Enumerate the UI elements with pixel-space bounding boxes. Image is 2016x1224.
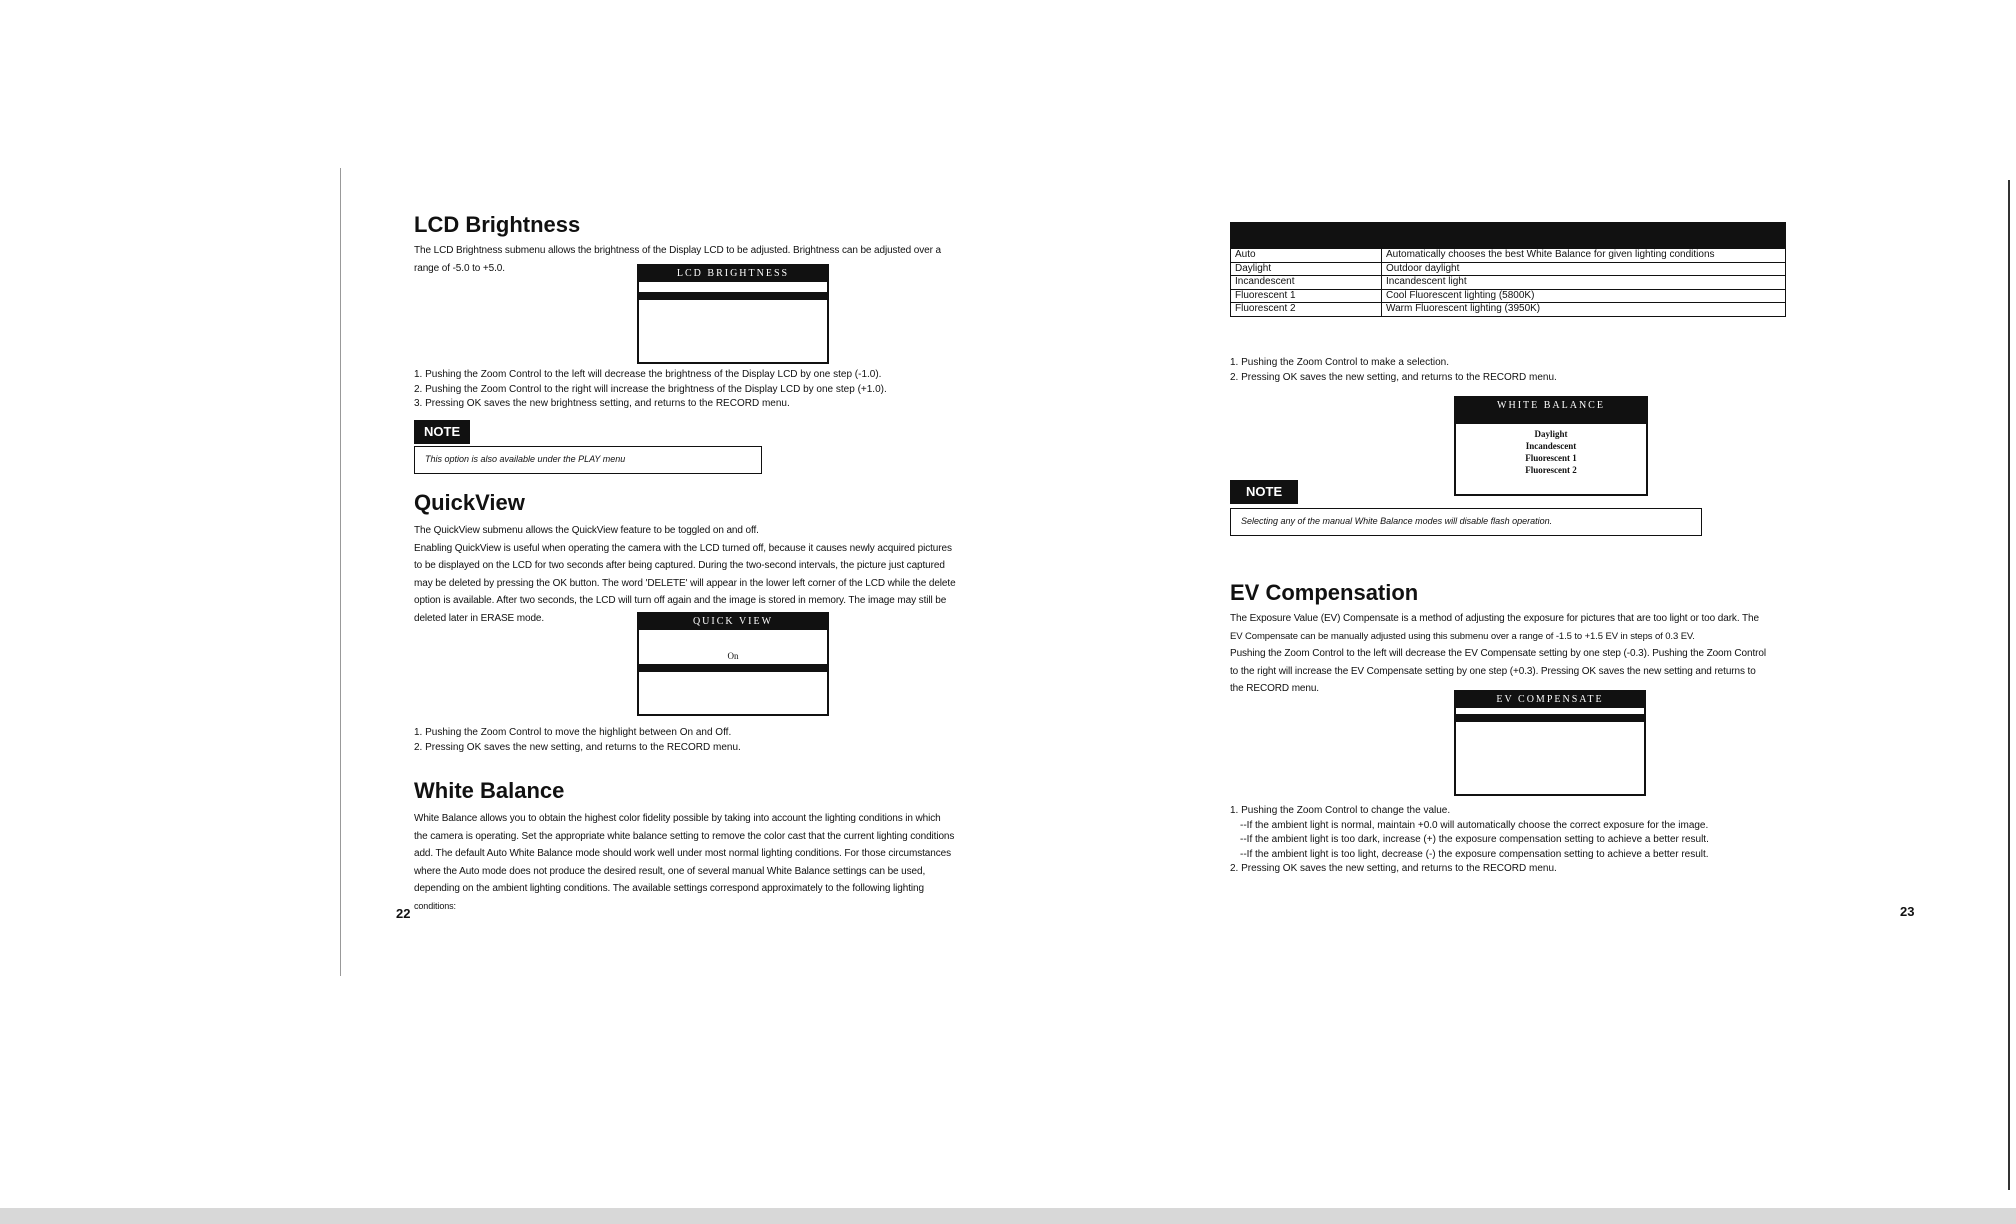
step-item: 1. Pushing the Zoom Control to move the highlight between On and Off. bbox=[414, 727, 732, 738]
table-cell-mode: Auto bbox=[1231, 249, 1382, 263]
menu-highlight-bar bbox=[1456, 414, 1646, 424]
white-balance-title: White Balance bbox=[414, 778, 565, 803]
step-item: 2. Pressing OK saves the new setting, and returns to the RECORD menu. bbox=[1230, 863, 1557, 874]
text-line: the RECORD menu. bbox=[1230, 683, 1319, 694]
step-item: 1. Pushing the Zoom Control to make a selection. bbox=[1230, 357, 1450, 368]
menu-item: Incandescent bbox=[1525, 441, 1577, 451]
step-item: 3. Pressing OK saves the new brightness setting, and returns to the RECORD menu. bbox=[414, 398, 790, 409]
table-cell-desc: Cool Fluorescent lighting (5800K) bbox=[1382, 289, 1786, 303]
text-line: The Exposure Value (EV) Compensate is a method of adjusting the exposure for pictures that are too light or too dark. The bbox=[1230, 613, 1759, 624]
text-line: range of -5.0 to +5.0. bbox=[414, 262, 505, 274]
white-balance-table-header bbox=[1230, 222, 1786, 248]
table-cell-mode: Fluorescent 2 bbox=[1231, 303, 1382, 317]
menu-item: Fluorescent 1 bbox=[1525, 453, 1577, 463]
table-cell-desc: Automatically chooses the best White Balance for given lighting conditions bbox=[1382, 249, 1786, 263]
text-line: Pushing the Zoom Control to the left will decrease the EV Compensate setting by one step (-0.3). Pushing the Zoom Control bbox=[1230, 648, 1766, 659]
table-row bbox=[1231, 289, 1786, 303]
ev-compensation-paragraph bbox=[1230, 610, 1910, 698]
white-balance-paragraph bbox=[414, 810, 1094, 915]
text-line: deleted later in ERASE mode. bbox=[414, 612, 545, 624]
table-cell-mode: Fluorescent 1 bbox=[1231, 289, 1382, 303]
text-line: EV Compensate can be manually adjusted using this submenu over a range of -1.5 to +1.5 EV in steps of 0.3 EV. bbox=[1230, 630, 1695, 642]
note-label: NOTE bbox=[414, 420, 470, 444]
text-line: to be displayed on the LCD for two seconds after being captured. During the two-second intervals, the picture just captured bbox=[414, 560, 945, 571]
step-item: --If the ambient light is too light, decrease (-) the exposure compensation setting to achieve a better result. bbox=[1240, 848, 1709, 860]
page-number-left: 22 bbox=[396, 906, 411, 921]
text-line: Enabling QuickView is useful when operating the camera with the LCD turned off, because it causes newly acquired pictures bbox=[414, 542, 952, 554]
bottom-scan-bar bbox=[0, 1208, 2016, 1224]
white-balance-steps bbox=[1230, 356, 1557, 385]
table-row bbox=[1231, 303, 1786, 317]
table-cell-desc: Warm Fluorescent lighting (3950K) bbox=[1382, 303, 1786, 317]
table-cell-mode: Incandescent bbox=[1231, 276, 1382, 290]
menu-item: Fluorescent 2 bbox=[1525, 465, 1577, 475]
text-line: The QuickView submenu allows the QuickView feature to be toggled on and off. bbox=[414, 525, 759, 536]
menu-highlight-bar bbox=[639, 292, 827, 300]
text-line: conditions: bbox=[414, 900, 456, 911]
ev-compensation-steps bbox=[1230, 804, 1709, 877]
ev-compensate-menu bbox=[1454, 690, 1646, 796]
text-line: The LCD Brightness submenu allows the brightness of the Display LCD to be adjusted. Brightness can be adjusted over a bbox=[414, 245, 941, 256]
right-edge-rule bbox=[2008, 180, 2010, 1190]
text-line: to the right will increase the EV Compensate setting by one step (+0.3). Pressing OK saves the new setting and returns to bbox=[1230, 665, 1756, 677]
menu-title: WHITE BALANCE bbox=[1456, 398, 1646, 414]
text-line: add. The default Auto White Balance mode should work well under most normal lighting conditions. For those circumstances bbox=[414, 848, 951, 859]
step-item: --If the ambient light is too dark, increase (+) the exposure compensation setting to achieve a better result. bbox=[1240, 834, 1709, 845]
note-box bbox=[1230, 508, 1702, 536]
text-line: the camera is operating. Set the appropriate white balance setting to remove the color cast that the current lighting conditions bbox=[414, 830, 955, 842]
table-cell-mode: Daylight bbox=[1231, 262, 1382, 276]
menu-item: Daylight bbox=[1534, 429, 1568, 439]
table-cell-desc: Incandescent light bbox=[1382, 276, 1786, 290]
table-row bbox=[1231, 276, 1786, 290]
note-text: This option is also available under the PLAY menu bbox=[425, 454, 626, 464]
text-line: may be deleted by pressing the OK button. The word 'DELETE' will appear in the lower left corner of the LCD while the delete bbox=[414, 577, 956, 589]
table-row bbox=[1231, 249, 1786, 263]
menu-title: EV COMPENSATE bbox=[1456, 692, 1644, 708]
text-line: where the Auto mode does not produce the desired result, one of several manual White Balance settings can be used, bbox=[414, 865, 926, 877]
note-label: NOTE bbox=[1230, 480, 1298, 504]
quickview-steps bbox=[414, 726, 741, 755]
menu-highlight-bar bbox=[639, 664, 827, 672]
lcd-brightness-title: LCD Brightness bbox=[414, 212, 581, 237]
table-cell-desc: Outdoor daylight bbox=[1382, 262, 1786, 276]
quickview-title: QuickView bbox=[414, 490, 525, 515]
lcd-brightness-menu bbox=[637, 264, 829, 364]
menu-title: LCD BRIGHTNESS bbox=[639, 266, 827, 282]
step-item: 1. Pushing the Zoom Control to the left will decrease the brightness of the Display LCD by one step (-1.0). bbox=[414, 369, 882, 380]
step-item: 2. Pressing OK saves the new setting, and returns to the RECORD menu. bbox=[414, 741, 741, 753]
text-line: White Balance allows you to obtain the highest color fidelity possible by taking into account the lighting conditions in which bbox=[414, 813, 941, 824]
note-box bbox=[414, 446, 762, 474]
step-item: 2. Pressing OK saves the new setting, and returns to the RECORD menu. bbox=[1230, 371, 1557, 383]
menu-title: QUICK VIEW bbox=[639, 614, 827, 630]
ev-compensation-title: EV Compensation bbox=[1230, 580, 1419, 605]
white-balance-table bbox=[1230, 248, 1786, 317]
page-number-right: 23 bbox=[1900, 904, 1915, 919]
step-item: --If the ambient light is normal, maintain +0.0 will automatically choose the correct exposure for the image. bbox=[1240, 819, 1709, 831]
step-item: 1. Pushing the Zoom Control to change the value. bbox=[1230, 805, 1451, 816]
text-line: option is available. After two seconds, the LCD will turn off again and the image is stored in memory. The image may still be bbox=[414, 595, 947, 606]
quickview-menu bbox=[637, 612, 829, 716]
step-item: 2. Pushing the Zoom Control to the right will increase the brightness of the Display LCD by one step (+1.0). bbox=[414, 383, 887, 395]
white-balance-menu bbox=[1454, 396, 1648, 496]
note-text: Selecting any of the manual White Balance modes will disable flash operation. bbox=[1241, 516, 1553, 526]
lcd-brightness-steps bbox=[414, 368, 887, 412]
text-line: depending on the ambient lighting conditions. The available settings correspond approximately to the following lighting bbox=[414, 883, 924, 894]
table-row bbox=[1231, 262, 1786, 276]
menu-item-on: On bbox=[727, 651, 739, 661]
left-margin-rule bbox=[340, 168, 341, 976]
menu-highlight-bar bbox=[1456, 714, 1644, 722]
